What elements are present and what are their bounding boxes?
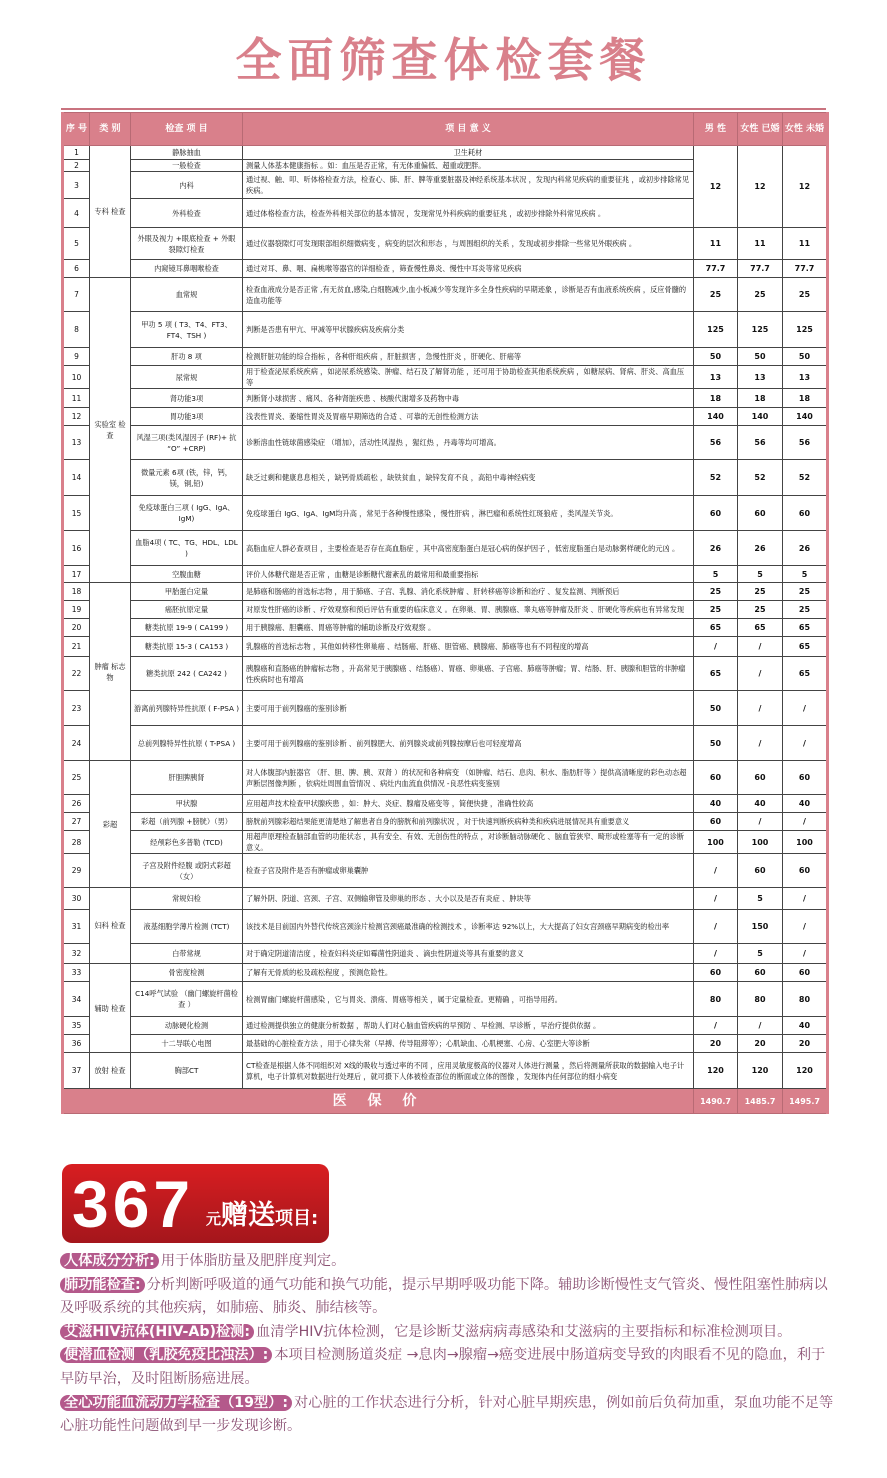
row-item-name: 常规妇检: [131, 888, 243, 910]
table-row: [63, 964, 828, 982]
row-item-name: 内窥镜耳鼻咽喉检查: [131, 260, 243, 278]
row-item-name: 免疫球蛋白三项 ( IgG、IgA、IgM): [131, 496, 243, 531]
price-female-married: 56: [738, 426, 783, 460]
table-row: [63, 146, 828, 160]
price-male: 25: [694, 583, 738, 601]
price-female-married: 125: [738, 312, 783, 348]
row-number: 19: [63, 601, 90, 619]
row-meaning: 对人体腹部内脏器官 （肝、胆、脾、胰、双肾 ）的状况和各种病变 （如肿瘤、结石、息肉、积水、脂肪肝等 ）提供高清晰度的彩色动态超声断层图像判断 ，依病灶周围血管情况 、病灶内血流血供情况 -良恶性病变鉴别: [243, 761, 694, 795]
header-female-married: 女性 已婚: [738, 113, 783, 146]
price-female-unmarried: /: [783, 888, 828, 910]
row-item-name: 癌胚抗原定量: [131, 601, 243, 619]
price-male: 65: [694, 657, 738, 691]
table-row: [63, 831, 828, 854]
price-female-unmarried: 100: [783, 831, 828, 854]
row-number: 31: [63, 910, 90, 944]
table-row: [63, 312, 828, 348]
row-number: 9: [63, 348, 90, 366]
price-male: 50: [694, 726, 738, 761]
table-row: [63, 795, 828, 813]
row-meaning: 该技术是目前国内外替代传统宫颈涂片检测宫颈癌最准确的检测技术 ，诊断率达 92%以上，大大提高了妇女宫颈癌早期病变的检出率: [243, 910, 694, 944]
header-female-unmarried: 女性 未婚: [783, 113, 828, 146]
row-meaning: 免疫球蛋白 IgG、IgA、IgM均升高 ，常见于各种慢性感染 ，慢性肝病 ，淋巴瘤和系统性红斑狼疮 ，类风湿关节炎。: [243, 496, 694, 531]
gift-list: [60, 1250, 835, 1439]
price-female-unmarried: 52: [783, 460, 828, 496]
table-row: [63, 389, 828, 408]
header-category: 类 别: [90, 113, 131, 146]
row-category: 彩超: [90, 761, 131, 888]
price-male: 25: [694, 278, 738, 312]
row-meaning: 通过对耳、鼻、咽、扁桃喉等器官的详细检查 ，筛查慢性鼻炎、慢性中耳炎等常见疾病: [243, 260, 694, 278]
price-female-married: 20: [738, 1035, 783, 1053]
price-female-unmarried: 5: [783, 566, 828, 583]
price-male: 20: [694, 1035, 738, 1053]
price-female-married: /: [738, 637, 783, 657]
table-row: [63, 619, 828, 637]
price-male: 50: [694, 348, 738, 366]
row-meaning: 对于确定阴道清洁度 ，检查妇科炎症如霉菌性阴道炎 、滴虫性阴道炎等具有重要的意义: [243, 944, 694, 964]
row-number: 37: [63, 1053, 90, 1089]
price-male: /: [694, 910, 738, 944]
gift-label: 人体成分分析:: [60, 1253, 159, 1269]
price-male: 100: [694, 831, 738, 854]
table-row: [63, 637, 828, 657]
gift-item: [60, 1344, 835, 1391]
row-item-name: 液基细胞学薄片检测 (TCT): [131, 910, 243, 944]
row-item-name: 糖类抗原 19-9 ( CA199 ): [131, 619, 243, 637]
row-number: 7: [63, 278, 90, 312]
price-male: 120: [694, 1053, 738, 1089]
row-number: 17: [63, 566, 90, 583]
table-row: [63, 944, 828, 964]
price-female-married: 100: [738, 831, 783, 854]
promo-items-label: 项目:: [275, 1208, 319, 1229]
row-meaning: 检测肝脏功能的综合指标 ，各种肝组疾病 ，肝脏损害 ，急慢性肝炎 ，肝硬化、肝癌等: [243, 348, 694, 366]
row-meaning: 用超声原理检查脑部血管的功能状态 ，具有安全、有效、无创伤性的特点 ，对诊断脑动脉硬化 、脑血管狭窄、畸形或栓塞等有一定的诊断意义。: [243, 831, 694, 854]
row-meaning: 诊断溶血性链球菌感染症 （增加），活动性风湿热 ，猩红热 ，丹毒等均可增高。: [243, 426, 694, 460]
row-number: 29: [63, 854, 90, 888]
row-item-name: 胃功能3项: [131, 408, 243, 426]
row-category: 妇科 检查: [90, 888, 131, 964]
row-item-name: 外眼及视力 +眼底检查 + 外眼裂隙灯检查: [131, 228, 243, 260]
gift-item: [60, 1250, 835, 1274]
row-meaning: 乳腺癌的首选标志物 ，其他如转移性卵巢癌 、结肠癌、肝癌、胆管癌、胰腺癌、肺癌等也有不同程度的增高: [243, 637, 694, 657]
row-item-name: 尿常规: [131, 366, 243, 389]
row-item-name: 骨密度检测: [131, 964, 243, 982]
price-female-unmarried: 12: [783, 146, 828, 228]
promo-caption: [206, 1196, 318, 1239]
price-female-unmarried: 25: [783, 583, 828, 601]
total-male: 1490.7: [694, 1089, 738, 1114]
total-female-married: 1485.7: [738, 1089, 783, 1114]
row-number: 3: [63, 172, 90, 199]
row-item-name: 甲胎蛋白定量: [131, 583, 243, 601]
row-number: 22: [63, 657, 90, 691]
row-item-name: 白带常规: [131, 944, 243, 964]
price-female-married: 52: [738, 460, 783, 496]
price-male: 11: [694, 228, 738, 260]
price-female-married: 12: [738, 146, 783, 228]
table-row: [63, 583, 828, 601]
row-item-name: 空腹血糖: [131, 566, 243, 583]
row-number: 6: [63, 260, 90, 278]
price-female-unmarried: 65: [783, 657, 828, 691]
row-meaning: 对原发性肝癌的诊断 、疗效观察和预后评估有重要的临床意义 。在卵巢、胃、胰腺癌、睾丸癌等肿瘤及肝炎 、肝硬化等疾病也有异常发现: [243, 601, 694, 619]
price-female-unmarried: 50: [783, 348, 828, 366]
page-title: 全面筛查体检套餐: [235, 33, 652, 87]
row-meaning: 卫生耗材: [243, 146, 694, 160]
price-female-unmarried: 11: [783, 228, 828, 260]
row-meaning: 通过体格检查方法，检查外科相关部位的基本情况 ，发现常见外科疾病的重要征兆 ，或初步排除外科常见疾病 。: [243, 199, 694, 228]
row-number: 30: [63, 888, 90, 910]
price-female-married: 13: [738, 366, 783, 389]
row-meaning: 浅表性胃炎、萎缩性胃炎及胃癌早期筛选的合适 、可靠的无创性检测方法: [243, 408, 694, 426]
row-item-name: 游离前列腺特异性抗原 ( F-PSA ): [131, 691, 243, 726]
row-item-name: 甲状腺: [131, 795, 243, 813]
price-female-unmarried: 60: [783, 496, 828, 531]
row-meaning: 主要可用于前列腺癌的鉴别诊断: [243, 691, 694, 726]
row-item-name: 肝功 8 项: [131, 348, 243, 366]
row-item-name: 糖类抗原 15-3 ( CA153 ): [131, 637, 243, 657]
price-female-unmarried: 60: [783, 964, 828, 982]
table-row: [63, 726, 828, 761]
price-male: 52: [694, 460, 738, 496]
row-item-name: 血常规: [131, 278, 243, 312]
price-male: /: [694, 944, 738, 964]
row-meaning: 是肺癌和肠癌的首选标志物 ，用于肺癌、子宫、乳腺、消化系统肿瘤 、肝转移癌等诊断和治疗 、复发监测、判断预后: [243, 583, 694, 601]
row-meaning: 应用超声技术检查甲状腺疾患 ，如：肿大、炎症、腺瘤及癌变等 ，简便快捷 ，准确性较高: [243, 795, 694, 813]
row-number: 26: [63, 795, 90, 813]
row-meaning: 判断肾小球损害 、痛风、各种肾脏疾患 、核酸代谢增多及药物中毒: [243, 389, 694, 408]
price-male: 12: [694, 146, 738, 228]
price-female-unmarried: 25: [783, 278, 828, 312]
price-male: 140: [694, 408, 738, 426]
exam-table: [61, 112, 829, 1114]
price-male: 13: [694, 366, 738, 389]
header-male: 男 性: [694, 113, 738, 146]
row-item-name: 血脂4项 ( TC、TG、HDL、LDL ): [131, 531, 243, 566]
price-female-unmarried: 77.7: [783, 260, 828, 278]
table-row: [63, 601, 828, 619]
price-female-unmarried: 120: [783, 1053, 828, 1089]
table-row: [63, 260, 828, 278]
table-row: [63, 813, 828, 831]
gift-text: 对心脏的工作状态进行分析，针对心脏早期疾患，例如前后负荷加重，泵血功能不足等心脏功能性问题做到早一步发现诊断。: [60, 1394, 834, 1435]
row-meaning: 通过检测提供独立的健康分析数据 ，帮助人们对心脑血管疾病的早预防 、早检测、早诊断 ，早治疗提供依据 。: [243, 1017, 694, 1035]
price-female-married: 80: [738, 982, 783, 1017]
row-number: 11: [63, 389, 90, 408]
price-male: 60: [694, 964, 738, 982]
table-row: [63, 566, 828, 583]
row-item-name: 外科检查: [131, 199, 243, 228]
table-row: [63, 408, 828, 426]
row-meaning: 通过仪器裂隙灯可发现眼部组织细微病变 ，病变的层次和形态 ，与周围组织的关系 ，发现或初步排除一些常见外眼疾病 。: [243, 228, 694, 260]
price-female-married: /: [738, 691, 783, 726]
price-male: 18: [694, 389, 738, 408]
gift-item: [60, 1392, 835, 1439]
price-female-married: /: [738, 1017, 783, 1035]
row-item-name: 肝胆脾胰肾: [131, 761, 243, 795]
row-item-name: 静脉抽血: [131, 146, 243, 160]
table-row: [63, 348, 828, 366]
row-item-name: 动脉硬化检测: [131, 1017, 243, 1035]
table-row: [63, 426, 828, 460]
row-number: 35: [63, 1017, 90, 1035]
row-number: 28: [63, 831, 90, 854]
price-female-married: 25: [738, 601, 783, 619]
table-row: [63, 460, 828, 496]
price-female-unmarried: 20: [783, 1035, 828, 1053]
price-female-unmarried: /: [783, 944, 828, 964]
price-female-married: 11: [738, 228, 783, 260]
row-number: 25: [63, 761, 90, 795]
gift-label: 全心功能血流动力学检查（19型）:: [60, 1395, 292, 1411]
price-female-married: 25: [738, 278, 783, 312]
price-female-unmarried: 140: [783, 408, 828, 426]
price-female-unmarried: /: [783, 691, 828, 726]
row-item-name: 肾功能3项: [131, 389, 243, 408]
row-item-name: 内科: [131, 172, 243, 199]
row-item-name: C14呼气试验 （幽门螺旋杆菌检查 ）: [131, 982, 243, 1017]
footer-label: 医 保 价: [63, 1089, 694, 1114]
price-male: 26: [694, 531, 738, 566]
row-number: 15: [63, 496, 90, 531]
row-item-name: 总前列腺特异性抗原 ( T-PSA ): [131, 726, 243, 761]
promo-unit: 元: [206, 1210, 222, 1228]
price-male: 25: [694, 601, 738, 619]
price-female-unmarried: 25: [783, 601, 828, 619]
row-meaning: 通过视、触、叩、听体格检查方法，检查心、肺、肝、脾等重要脏器及神经系统基本状况 ，发现内科常见疾病的重要征兆 ，或初步排除常见疾病。: [243, 172, 694, 199]
price-male: 50: [694, 691, 738, 726]
table-footer-row: [63, 1089, 828, 1114]
table-row: [63, 1035, 828, 1053]
row-item-name: 糖类抗原 242 ( CA242 ): [131, 657, 243, 691]
price-female-unmarried: 18: [783, 389, 828, 408]
price-female-unmarried: 13: [783, 366, 828, 389]
row-number: 5: [63, 228, 90, 260]
row-number: 34: [63, 982, 90, 1017]
row-meaning: 检查血液成分是否正常 ,有无贫血,感染,白细胞减少,血小板减少等发现许多全身性疾病的早期迹象 ，诊断是否有血液系统疾病 ，反应骨髓的造血功能等: [243, 278, 694, 312]
row-meaning: 评价人体糖代谢是否正常 ，血糖是诊断糖代谢紊乱的最常用和最重要指标: [243, 566, 694, 583]
row-meaning: 用于胰腺癌、胆囊癌、胃癌等肿瘤的辅助诊断及疗效观察 。: [243, 619, 694, 637]
row-meaning: CT检查是根据人体不同组织对 X线的吸收与透过率的不同 ，应用灵敏度极高的仪器对人体进行测量 ，然后将测量所获取的数据输入电子计算机，电子计算机对数据进行处理后 ，就可摄下人体被检查部位的断面或立体的图像 ，发现体内任何部位的细小病变: [243, 1053, 694, 1089]
row-item-name: 风湿三项(类风湿因子 (RF)+ 抗 “O” +CRP): [131, 426, 243, 460]
price-female-married: 120: [738, 1053, 783, 1089]
row-meaning: 缺乏过剩和健康息息相关 ，缺钙骨质疏松 ，缺铁贫血 ，缺锌发育不良 ，高铅中毒神经病变: [243, 460, 694, 496]
row-meaning: 了解有无骨质的松及疏松程度 ，预测危险性。: [243, 964, 694, 982]
gift-text: 血清学HIV抗体检测，它是诊断艾滋病病毒感染和艾滋病的主要指标和标准检测项目。: [256, 1323, 792, 1340]
table-row: [63, 761, 828, 795]
row-number: 14: [63, 460, 90, 496]
row-meaning: 判断是否患有甲亢、甲减等甲状腺疾病及疾病分类: [243, 312, 694, 348]
row-number: 27: [63, 813, 90, 831]
row-meaning: 最基础的心脏检查方法 ，用于心律失常（早搏、传导阻滞等）；心肌缺血、心肌梗塞、心房、心室肥大等诊断: [243, 1035, 694, 1053]
price-female-unmarried: /: [783, 726, 828, 761]
gift-text: 分析判断呼吸道的通气功能和换气功能，提示早期呼吸功能下降。辅助诊断慢性支气管炎、慢性阻塞性肺病以及呼吸系统的其他疾病，如肺癌、肺炎、肺结核等。: [60, 1276, 828, 1317]
price-female-married: 40: [738, 795, 783, 813]
table-row: [63, 982, 828, 1017]
price-male: /: [694, 888, 738, 910]
table-row: [63, 657, 828, 691]
row-item-name: 子宫及附件经腹 或阴式彩超（女）: [131, 854, 243, 888]
price-female-married: 77.7: [738, 260, 783, 278]
price-female-married: 50: [738, 348, 783, 366]
price-female-married: 60: [738, 761, 783, 795]
price-male: 60: [694, 761, 738, 795]
price-female-married: 60: [738, 854, 783, 888]
price-female-unmarried: 65: [783, 619, 828, 637]
price-female-unmarried: /: [783, 813, 828, 831]
row-item-name: 一般检查: [131, 160, 243, 172]
price-female-unmarried: 65: [783, 637, 828, 657]
price-female-married: 140: [738, 408, 783, 426]
table-row: [63, 496, 828, 531]
price-male: 60: [694, 496, 738, 531]
price-male: 40: [694, 795, 738, 813]
row-meaning: 测量人体基本健康指标 。如：血压是否正常，有无体重偏低、超重或肥胖。: [243, 160, 694, 172]
row-number: 24: [63, 726, 90, 761]
row-meaning: 了解外阴、阴道、宫颈、子宫、双侧输卵管及卵巢的形态 、大小以及是否有炎症 、肿块等: [243, 888, 694, 910]
row-number: 23: [63, 691, 90, 726]
row-number: 21: [63, 637, 90, 657]
price-male: 125: [694, 312, 738, 348]
price-male: 5: [694, 566, 738, 583]
row-number: 1: [63, 146, 90, 160]
table-row: [63, 910, 828, 944]
table-row: [63, 278, 828, 312]
row-number: 32: [63, 944, 90, 964]
row-category: 实验室 检查: [90, 278, 131, 583]
price-female-married: 26: [738, 531, 783, 566]
price-female-unmarried: 80: [783, 982, 828, 1017]
row-meaning: 用于检查泌尿系统疾病 ，如泌尿系统感染、肿瘤、结石及了解肾功能 ，还可用于协助检查其他系统疾病 ，如糖尿病、肾病、肝炎、高血压等: [243, 366, 694, 389]
price-female-married: 65: [738, 619, 783, 637]
row-meaning: 胰腺癌和直肠癌的肿瘤标志物 ，升高常见于胰腺癌 、结肠癌）、胃癌、卵巢癌、子宫癌、肺癌等肿瘤；胃、结肠、肝、胰腺和胆管的非肿瘤性疾病时也有增高: [243, 657, 694, 691]
row-category: 专科 检查: [90, 146, 131, 278]
row-meaning: 高脂血症人群必查项目 ，主要检查是否存在高血脂症 ，其中高密度脂蛋白是冠心病的保护因子 ，低密度脂蛋白是动脉粥样硬化的元凶 。: [243, 531, 694, 566]
price-female-married: /: [738, 657, 783, 691]
row-number: 10: [63, 366, 90, 389]
promo-price: 367: [72, 1167, 195, 1241]
table-row: [63, 888, 828, 910]
price-male: 80: [694, 982, 738, 1017]
price-female-married: 5: [738, 944, 783, 964]
row-meaning: 检查子宫及附件是否有肿瘤或卵巢囊肿: [243, 854, 694, 888]
table-row: [63, 854, 828, 888]
price-male: 60: [694, 813, 738, 831]
row-number: 13: [63, 426, 90, 460]
title-divider: [61, 108, 826, 110]
price-female-unmarried: 40: [783, 795, 828, 813]
row-item-name: 微量元素 6项 (铁，锌，钙，镁，铜,铅): [131, 460, 243, 496]
gift-label: 肺功能检查:: [60, 1277, 145, 1293]
gift-item: [60, 1321, 835, 1345]
gift-label: 艾滋HIV抗体(HIV-Ab)检测:: [60, 1324, 254, 1340]
table-row: [63, 691, 828, 726]
gift-item: [60, 1274, 835, 1321]
promo-gift: 赠送: [221, 1200, 276, 1231]
price-female-married: /: [738, 726, 783, 761]
price-male: /: [694, 1017, 738, 1035]
header-item: 检查 项 目: [131, 113, 243, 146]
total-female-unmarried: 1495.7: [783, 1089, 828, 1114]
promo-banner: [62, 1164, 329, 1243]
row-number: 33: [63, 964, 90, 982]
gift-text: 用于体脂肪量及肥胖度判定。: [160, 1253, 346, 1269]
price-female-unmarried: /: [783, 910, 828, 944]
price-female-married: 5: [738, 888, 783, 910]
row-meaning: 主要可用于前列腺癌的鉴别诊断 、前列腺肥大、前列腺炎或前列腺按摩后也可轻度增高: [243, 726, 694, 761]
price-female-married: 18: [738, 389, 783, 408]
header-meaning: 项 目 意 义: [243, 113, 694, 146]
price-female-married: /: [738, 813, 783, 831]
row-category: 肿瘤 标志物: [90, 583, 131, 761]
table-header-row: [63, 113, 828, 146]
row-item-name: 甲功 5 项 ( T3、T4、FT3、FT4、TSH ): [131, 312, 243, 348]
price-male: 77.7: [694, 260, 738, 278]
price-female-unmarried: 60: [783, 761, 828, 795]
row-item-name: 十二导联心电图: [131, 1035, 243, 1053]
row-number: 2: [63, 160, 90, 172]
price-male: 56: [694, 426, 738, 460]
table-row: [63, 228, 828, 260]
row-number: 12: [63, 408, 90, 426]
row-number: 20: [63, 619, 90, 637]
table-row: [63, 1053, 828, 1089]
row-number: 36: [63, 1035, 90, 1053]
gift-text: 本项目检测肠道炎症 →息肉→腺瘤→癌变进展中肠道病变导致的肉眼看不见的隐血，利于早防早治，及时阻断肠癌进展。: [60, 1347, 826, 1387]
row-number: 18: [63, 583, 90, 601]
row-category: 放射 检查: [90, 1053, 131, 1089]
price-female-married: 60: [738, 964, 783, 982]
price-female-unmarried: 40: [783, 1017, 828, 1035]
row-meaning: 膀胱前列腺彩超结果能更清楚地了解患者自身的膀胱和前列腺状况 ，对于快速判断疾病种类和疾病进展情况具有重要意义: [243, 813, 694, 831]
price-male: /: [694, 637, 738, 657]
price-female-married: 60: [738, 496, 783, 531]
price-female-unmarried: 56: [783, 426, 828, 460]
row-category: 辅助 检查: [90, 964, 131, 1053]
table-row: [63, 1017, 828, 1035]
price-female-unmarried: 60: [783, 854, 828, 888]
price-female-married: 25: [738, 583, 783, 601]
row-item-name: 经颅彩色多普勒 (TCD): [131, 831, 243, 854]
row-item-name: 胸部CT: [131, 1053, 243, 1089]
price-female-unmarried: 26: [783, 531, 828, 566]
row-number: 8: [63, 312, 90, 348]
row-number: 4: [63, 199, 90, 228]
price-female-unmarried: 125: [783, 312, 828, 348]
row-item-name: 彩超（前列腺 +膀胱）（男）: [131, 813, 243, 831]
gift-label: 便潜血检测（乳胶免疫比浊法）:: [60, 1347, 272, 1363]
row-number: 16: [63, 531, 90, 566]
header-no: 序 号: [63, 113, 90, 146]
table-row: [63, 531, 828, 566]
row-meaning: 检测胃幽门螺旋杆菌感染 ，它与胃炎、溃疡、胃癌等相关 ，属于定量检查。更精确 ，可指导用药。: [243, 982, 694, 1017]
table-row: [63, 366, 828, 389]
price-female-married: 150: [738, 910, 783, 944]
price-male: 65: [694, 619, 738, 637]
price-female-married: 5: [738, 566, 783, 583]
price-male: /: [694, 854, 738, 888]
